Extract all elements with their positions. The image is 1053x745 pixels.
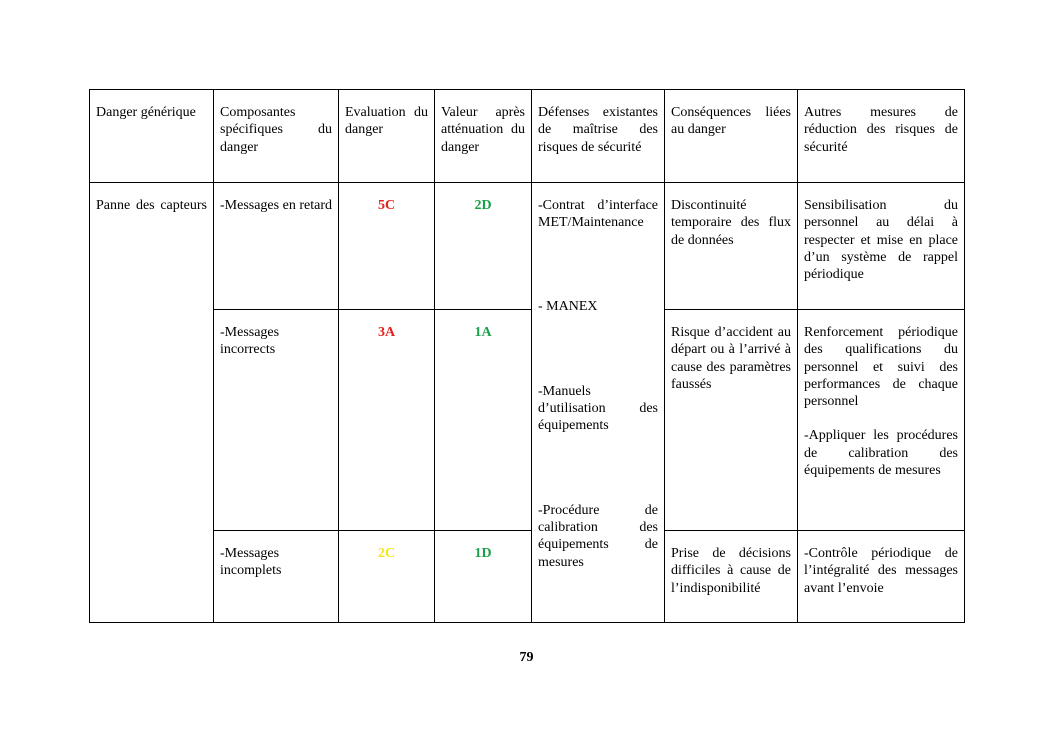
header-row <box>90 90 965 183</box>
header-components: Composantes spécifiques du danger <box>214 90 339 183</box>
measure-item: Renforcement périodique des qualifications du personnel et suivi des performances de chaque personnel <box>804 325 958 410</box>
measure-item: -Contrôle périodique de l’intégralité des messages avant l’envoie <box>804 546 958 596</box>
evaluation-cell: 2C <box>339 531 435 623</box>
component-cell: -Messages incorrects <box>214 310 339 531</box>
after-mitigation-cell: 1A <box>435 310 532 531</box>
defenses-cell <box>532 183 665 623</box>
measure-item: -Appliquer les procédures de calibration des équipements de mesures <box>804 428 958 479</box>
defense-item: - MANEX <box>538 298 598 314</box>
defense-item: -Procédure de calibration des équipements de mesures <box>538 502 658 570</box>
header-after-mitigation: Valeur après atténuation du danger <box>435 90 532 183</box>
table-row <box>90 183 965 310</box>
component-cell: -Messages en retard <box>214 183 339 310</box>
table-row <box>90 531 965 623</box>
header-generic-danger: Danger générique <box>90 90 214 183</box>
measure-item: Sensibilisation du personnel au délai à respecter et mise en place d’un système de rappel périodique <box>804 198 958 283</box>
table-row <box>90 310 965 531</box>
header-consequences: Conséquences liées au danger <box>665 90 798 183</box>
after-mitigation-cell: 1D <box>435 531 532 623</box>
evaluation-cell: 5C <box>339 183 435 310</box>
after-mitigation-cell: 2D <box>435 183 532 310</box>
component-cell: -Messages incomplets <box>214 531 339 623</box>
risk-table <box>89 89 965 623</box>
consequence-cell: Prise de décisions difficiles à cause de l’indisponibilité <box>665 531 798 623</box>
header-defenses: Défenses existantes de maîtrise des risques de sécurité <box>532 90 665 183</box>
header-other-measures: Autres mesures de réduction des risques de sécurité <box>798 90 965 183</box>
generic-danger-cell: Panne des capteurs <box>90 183 214 623</box>
header-evaluation: Evaluation du danger <box>339 90 435 183</box>
consequence-cell: Discontinuité temporaire des flux de données <box>665 183 798 310</box>
defense-item: -Manuels d’utilisation des équipements <box>538 383 658 434</box>
consequence-cell: Risque d’accident au départ ou à l’arrivé à cause des paramètres faussés <box>665 310 798 531</box>
evaluation-cell: 3A <box>339 310 435 531</box>
measures-cell <box>798 310 965 531</box>
measures-cell <box>798 183 965 310</box>
defense-item: -Contrat d’interface MET/Maintenance <box>538 198 658 231</box>
measures-cell <box>798 531 965 623</box>
page-number: 79 <box>519 650 534 665</box>
